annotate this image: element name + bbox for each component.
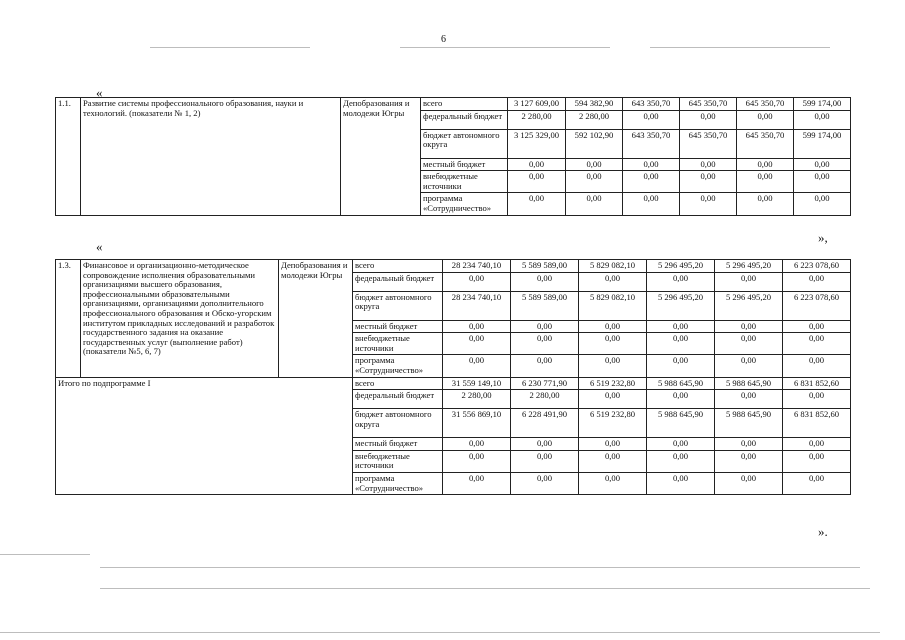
- funding-source: всего: [421, 98, 508, 111]
- amount-cell: 645 350,70: [737, 129, 794, 158]
- amount-cell: 0,00: [511, 450, 579, 472]
- amount-cell: 0,00: [443, 472, 511, 494]
- amount-cell: 0,00: [443, 450, 511, 472]
- amount-cell: 6 519 232,80: [579, 409, 647, 438]
- table-row: [56, 377, 851, 390]
- funding-source: программа «Сотрудничество»: [353, 472, 443, 494]
- amount-cell: 0,00: [508, 171, 566, 193]
- funding-source: федеральный бюджет: [353, 390, 443, 409]
- amount-cell: 0,00: [579, 472, 647, 494]
- amount-cell: 0,00: [794, 193, 851, 215]
- amount-cell: 0,00: [783, 320, 851, 333]
- amount-cell: 5 988 645,90: [715, 377, 783, 390]
- amount-cell: 0,00: [443, 333, 511, 355]
- executor-name: Депобразования и молодежи Югры: [341, 98, 421, 216]
- amount-cell: 0,00: [508, 158, 566, 171]
- amount-cell: 5 589 589,00: [511, 260, 579, 273]
- amount-cell: 0,00: [647, 320, 715, 333]
- amount-cell: 0,00: [647, 355, 715, 377]
- amount-cell: 0,00: [579, 390, 647, 409]
- amount-cell: 2 280,00: [508, 110, 566, 129]
- funding-source: программа «Сотрудничество»: [353, 355, 443, 377]
- amount-cell: 0,00: [511, 472, 579, 494]
- scan-line: [100, 588, 870, 589]
- amount-cell: 0,00: [715, 472, 783, 494]
- funding-source: внебюджетные источники: [353, 333, 443, 355]
- funding-source: внебюджетные источники: [353, 450, 443, 472]
- amount-cell: 0,00: [579, 272, 647, 291]
- amount-cell: 0,00: [566, 193, 623, 215]
- amount-cell: 0,00: [566, 158, 623, 171]
- amount-cell: 0,00: [680, 110, 737, 129]
- amount-cell: 0,00: [794, 158, 851, 171]
- funding-source: бюджет автономного округа: [353, 291, 443, 320]
- amount-cell: 0,00: [623, 193, 680, 215]
- amount-cell: 5 589 589,00: [511, 291, 579, 320]
- amount-cell: 5 829 082,10: [579, 291, 647, 320]
- amount-cell: 0,00: [443, 355, 511, 377]
- amount-cell: 0,00: [783, 272, 851, 291]
- amount-cell: 0,00: [511, 320, 579, 333]
- amount-cell: 5 988 645,90: [715, 409, 783, 438]
- amount-cell: 0,00: [647, 272, 715, 291]
- scan-line: [150, 47, 310, 48]
- scan-line: [0, 632, 880, 633]
- measure-name: Финансовое и организационно-методическое сопровождение исполнения образовательными организациями высшего образования, профессиональными образовательными организациями, организациями дополнительного профессионального образования и Обско-угорским институтом прикладных исследований и разработок государственного задания на оказание государственных услуг (выполнение работ) (показатели №5, 6, 7): [81, 260, 279, 378]
- amount-cell: 0,00: [443, 438, 511, 451]
- amount-cell: 0,00: [511, 272, 579, 291]
- amount-cell: 643 350,70: [623, 98, 680, 111]
- amount-cell: 5 296 495,20: [647, 291, 715, 320]
- amount-cell: 3 125 329,00: [508, 129, 566, 158]
- amount-cell: 0,00: [737, 158, 794, 171]
- amount-cell: 0,00: [623, 158, 680, 171]
- amount-cell: 0,00: [715, 333, 783, 355]
- amount-cell: 2 280,00: [511, 390, 579, 409]
- amount-cell: 645 350,70: [680, 98, 737, 111]
- amount-cell: 0,00: [783, 472, 851, 494]
- amount-cell: 0,00: [794, 110, 851, 129]
- measure-name: Развитие системы профессионального образования, науки и технологий. (показатели № 1, 2): [81, 98, 341, 216]
- amount-cell: 0,00: [647, 450, 715, 472]
- table-row: [56, 98, 851, 111]
- amount-cell: 592 102,90: [566, 129, 623, 158]
- scan-line: [400, 47, 610, 48]
- amount-cell: 6 223 078,60: [783, 260, 851, 273]
- amount-cell: 28 234 740,10: [443, 260, 511, 273]
- funding-source: федеральный бюджет: [421, 110, 508, 129]
- amount-cell: 0,00: [566, 171, 623, 193]
- amount-cell: 0,00: [715, 450, 783, 472]
- amount-cell: 6 228 491,90: [511, 409, 579, 438]
- amount-cell: 5 296 495,20: [715, 260, 783, 273]
- amount-cell: 0,00: [783, 355, 851, 377]
- amount-cell: 0,00: [443, 272, 511, 291]
- amount-cell: 5 296 495,20: [647, 260, 715, 273]
- amount-cell: 6 831 852,60: [783, 377, 851, 390]
- quote-close-2: ».: [818, 524, 828, 539]
- row-index: 1.3.: [56, 260, 81, 378]
- amount-cell: 3 127 609,00: [508, 98, 566, 111]
- table-program-1-3: [55, 259, 851, 495]
- amount-cell: 6 831 852,60: [783, 409, 851, 438]
- amount-cell: 28 234 740,10: [443, 291, 511, 320]
- row-index: 1.1.: [56, 98, 81, 216]
- funding-source: местный бюджет: [353, 438, 443, 451]
- amount-cell: 0,00: [737, 193, 794, 215]
- executor-name: Депобразования и молодежи Югры: [279, 260, 353, 378]
- amount-cell: 0,00: [680, 193, 737, 215]
- amount-cell: 0,00: [715, 390, 783, 409]
- amount-cell: 0,00: [715, 320, 783, 333]
- amount-cell: 0,00: [579, 333, 647, 355]
- amount-cell: 645 350,70: [737, 98, 794, 111]
- amount-cell: 0,00: [647, 390, 715, 409]
- amount-cell: 0,00: [647, 333, 715, 355]
- amount-cell: 5 829 082,10: [579, 260, 647, 273]
- amount-cell: 0,00: [794, 171, 851, 193]
- amount-cell: 0,00: [511, 355, 579, 377]
- amount-cell: 643 350,70: [623, 129, 680, 158]
- amount-cell: 0,00: [680, 171, 737, 193]
- subprogram-total-label: Итого по подпрограмме I: [56, 377, 353, 495]
- amount-cell: 5 296 495,20: [715, 291, 783, 320]
- amount-cell: 0,00: [737, 171, 794, 193]
- amount-cell: 0,00: [579, 355, 647, 377]
- scan-line: [650, 47, 830, 48]
- amount-cell: 0,00: [715, 355, 783, 377]
- amount-cell: 0,00: [680, 158, 737, 171]
- amount-cell: 2 280,00: [566, 110, 623, 129]
- amount-cell: 599 174,00: [794, 98, 851, 111]
- scan-line: [100, 567, 860, 568]
- amount-cell: 6 519 232,80: [579, 377, 647, 390]
- funding-source: бюджет автономного округа: [353, 409, 443, 438]
- amount-cell: 6 223 078,60: [783, 291, 851, 320]
- amount-cell: 0,00: [715, 272, 783, 291]
- quote-open-1: «: [96, 85, 103, 100]
- amount-cell: 0,00: [511, 333, 579, 355]
- funding-source: всего: [353, 260, 443, 273]
- amount-cell: 594 382,90: [566, 98, 623, 111]
- table-program-1-1: [55, 97, 851, 216]
- amount-cell: 31 559 149,10: [443, 377, 511, 390]
- amount-cell: 0,00: [783, 438, 851, 451]
- amount-cell: 0,00: [783, 390, 851, 409]
- amount-cell: 0,00: [737, 110, 794, 129]
- amount-cell: 0,00: [647, 438, 715, 451]
- quote-open-2: «: [96, 239, 103, 254]
- quote-close-1: »,: [818, 230, 828, 245]
- amount-cell: 5 988 645,90: [647, 409, 715, 438]
- amount-cell: 0,00: [715, 438, 783, 451]
- amount-cell: 0,00: [579, 438, 647, 451]
- amount-cell: 599 174,00: [794, 129, 851, 158]
- page-number: 6: [441, 34, 446, 45]
- funding-source: местный бюджет: [353, 320, 443, 333]
- funding-source: всего: [353, 377, 443, 390]
- amount-cell: 0,00: [579, 320, 647, 333]
- amount-cell: 0,00: [623, 171, 680, 193]
- funding-source: местный бюджет: [421, 158, 508, 171]
- funding-source: программа «Сотрудничество»: [421, 193, 508, 215]
- amount-cell: 0,00: [511, 438, 579, 451]
- amount-cell: 0,00: [783, 450, 851, 472]
- amount-cell: 6 230 771,90: [511, 377, 579, 390]
- amount-cell: 645 350,70: [680, 129, 737, 158]
- amount-cell: 0,00: [647, 472, 715, 494]
- amount-cell: 2 280,00: [443, 390, 511, 409]
- amount-cell: 31 556 869,10: [443, 409, 511, 438]
- amount-cell: 0,00: [443, 320, 511, 333]
- funding-source: бюджет автономного округа: [421, 129, 508, 158]
- funding-source: федеральный бюджет: [353, 272, 443, 291]
- scan-line: [0, 554, 90, 555]
- amount-cell: 0,00: [623, 110, 680, 129]
- table-row: [56, 260, 851, 273]
- amount-cell: 0,00: [783, 333, 851, 355]
- amount-cell: 5 988 645,90: [647, 377, 715, 390]
- amount-cell: 0,00: [508, 193, 566, 215]
- amount-cell: 0,00: [579, 450, 647, 472]
- funding-source: внебюджетные источники: [421, 171, 508, 193]
